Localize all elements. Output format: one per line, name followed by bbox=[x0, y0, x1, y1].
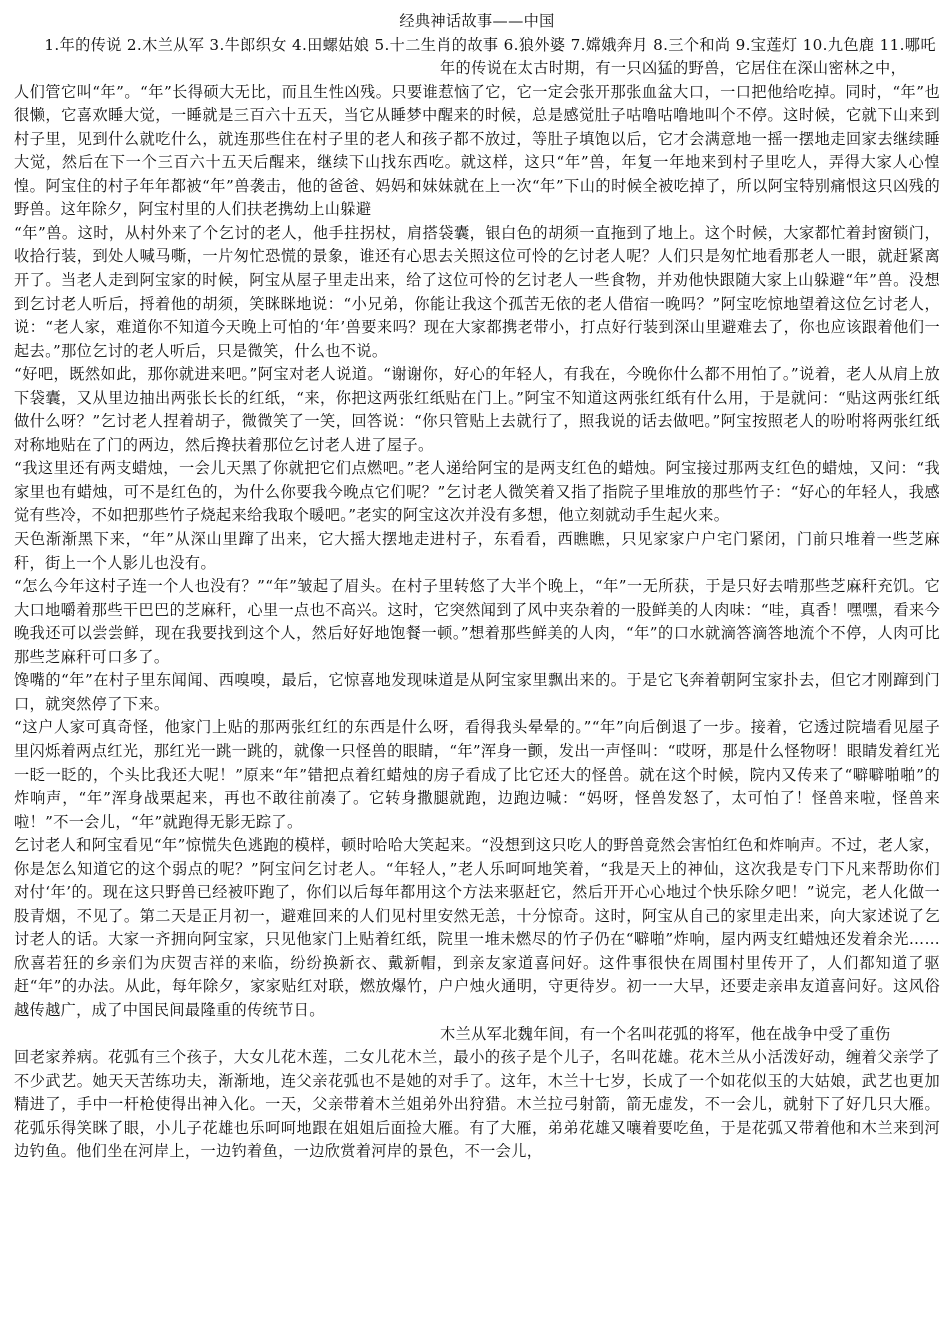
story-paragraph: 天色渐渐黑下来，“年”从深山里蹿了出来，它大摇大摆地走进村子，东看看，西瞧瞧，只见家家户户宅门紧闭，门前只堆着一些芝麻秆，街上一个人影儿也没有。 bbox=[14, 530, 940, 572]
story-opening-nian: 年的传说在太古时期，有一只凶猛的野兽，它居住在深山密林之中， bbox=[440, 59, 907, 78]
document-title: 经典神话故事——中国 bbox=[399, 12, 555, 30]
story-paragraph: “我这里还有两支蜡烛，一会儿天黑了你就把它们点燃吧。”老人递给阿宝的是两支红色的蜡烛。阿宝接过那两支红色的蜡烛，又问：“我家里也有蜡烛，可不是红色的，为什么你要我今晚点它们呢？”乞讨老人微笑着又指了指院子里堆放的那些竹子：“好心的年轻人，我感觉有些冷，不如把那些竹子烧起来给我取个暖吧。”老实的阿宝这次并没有多想，他立刻就动手生起火来。 bbox=[14, 459, 940, 525]
story-paragraph: “这户人家可真奇怪，他家门上贴的那两张红红的东西是什么呀，看得我头晕晕的。”“年”向后倒退了一步。接着，它透过院墙看见屋子里闪烁着两点红光，那红光一跳一跳的，就像一只怪兽的眼睛，“年”浑身一颤，发出一声怪叫：“哎呀，那是什么怪物呀！眼睛发着红光一眨一眨的，个头比我还大呢！”原来“年”错把点着红蜡烛的房子看成了比它还大的怪兽。就在这个时候，院内又传来了“噼噼啪啪”的炸响声，“年”浑身战栗起来，再也不敢往前凑了。它转身撒腿就跑，边跑边喊：“妈呀，怪兽发怒了，太可怕了！怪兽来啦，怪兽来啦！”不一会儿，“年”就跑得无影无踪了。 bbox=[14, 718, 940, 831]
story-paragraph: 馋嘴的“年”在村子里东闻闻、西嗅嗅，最后，它惊喜地发现味道是从阿宝家里飘出来的。于是它飞奔着朝阿宝家扑去，但它才刚蹿到门口，就突然停了下来。 bbox=[14, 671, 940, 713]
story-paragraph: “年”兽。这时，从村外来了个乞讨的老人，他手拄拐杖，肩搭袋囊，银白色的胡须一直拖到了地上。这个时候，大家都忙着封窗锁门，收拾行装，到处人喊马嘶，一片匆忙恐慌的景象，谁还有心思去关照这位可怜的乞讨老人呢？人们只是匆忙地看那老人一眼，就赶紧离开了。当老人走到阿宝家的时候，阿宝从屋子里走出来，给了这位可怜的乞讨老人一些食物，并劝他快跟随大家上山躲避“年”兽。没想到乞讨老人听后，捋着他的胡须，笑眯眯地说：“小兄弟，你能让我这个孤苦无依的老人借宿一晚吗？”阿宝吃惊地望着这位乞讨老人，说：“老人家，难道你不知道今天晚上可怕的‘年’兽要来吗？现在大家都携老带小，打点好行装到深山里避难去了，你也应该跟着他们一起去。”那位乞讨的老人听后，只是微笑，什么也不说。 bbox=[14, 223, 940, 360]
story-paragraph: 人们管它叫“年”。“年”长得硕大无比，而且生性凶残。只要谁惹恼了它，它一定会张开那张血盆大口，一口把他给吃掉。同时，“年”也很懒，它喜欢睡大觉，一睡就是三百六十五天，当它从睡梦中醒来的时候，总是感觉肚子咕噜咕噜地叫个不停。这时候，它就下山来到村子里，见到什么就吃什么，就连那些住在村子里的老人和孩子都不放过，等肚子填饱以后，它才会满意地一摇一摆地走回家去继续睡大觉，然后在下一个三百六十五天后醒来，继续下山找东西吃。就这样，这只“年”兽，年复一年地来到村子里吃人，弄得大家人心惶惶。阿宝住的村子年年都被“年”兽袭击，他的爸爸、妈妈和妹妹就在上一次“年”下山的时候全被吃掉了，所以阿宝特别痛恨这只凶残的野兽。这年除夕，阿宝村里的人们扶老携幼上山躲避 bbox=[14, 82, 940, 219]
story-paragraph: 乞讨老人和阿宝看见“年”惊慌失色逃跑的模样，顿时哈哈大笑起来。“没想到这只吃人的野兽竟然会害怕红色和炸响声。不过，老人家，你是怎么知道它的这个弱点的呢？”阿宝问乞讨老人。“年轻人，”老人乐呵呵地笑着，“我是天上的神仙，这次我是专门下凡来帮助你们对付‘年’的。现在这只野兽已经被吓跑了，你们以后每年都用这个方法来驱赶它，然后开开心心地过个快乐除夕吧！”说完，老人化做一股青烟，不见了。第二天是正月初一，避难回来的人们见村里安然无恙，十分惊奇。这时，阿宝从自己的家里走出来，向大家述说了乞讨老人的话。大家一齐拥向阿宝家，只见他家门上贴着红纸，院里一堆未燃尽的竹子仍在“噼啪”炸响，屋内两支红蜡烛还发着余光……欣喜若狂的乡亲们为庆贺吉祥的来临，纷纷换新衣、戴新帽，到亲友家道喜问好。这件事很快在周围村里传开了，人们都知道了驱赶“年”的办法。从此，每年除夕，家家贴红对联，燃放爆竹，户户烛火通明，守更待岁。初一一大早，还要走亲串友道喜问好。这风俗越传越广，成了中国民间最隆重的传统节日。 bbox=[14, 836, 940, 1019]
story-paragraph: 回老家养病。花弧有三个孩子，大女儿花木莲，二女儿花木兰，最小的孩子是个儿子，名叫花雄。花木兰从小活泼好动，缠着父亲学了不少武艺。她天天苦练功夫，渐渐地，连父亲花弧也不是她的对手了。这年，木兰十七岁，长成了一个如花似玉的大姑娘，武艺也更加精进了，手中一杆枪使得出神入化。一天，父亲带着木兰姐弟外出狩猎。木兰拉弓射箭，箭无虚发，不一会儿，就射下了好几只大雁。花弧乐得笑眯了眼，小儿子花雄也乐呵呵地跟在姐姐后面捡大雁。有了大雁，弟弟花雄又嚷着要吃鱼，于是花弧又带着他和木兰来到河边钓鱼。他们坐在河岸上，一边钓着鱼，一边欣赏着河岸的景色，不一会儿， bbox=[14, 1048, 940, 1161]
story-opening-mulan: 木兰从军北魏年间，有一个名叫花弧的将军，他在战争中受了重伤 bbox=[440, 1024, 891, 1043]
story-paragraph: “怎么今年这村子连一个人也没有？”“年”皱起了眉头。在村子里转悠了大半个晚上，“年”一无所获，于是只好去啃那些芝麻秆充饥。它大口地嚼着那些干巴巴的芝麻秆，心里一点也不高兴。这时，它突然闻到了风中夹杂着的一股鲜美的人肉味：“哇，真香！嘿嘿，看来今晚我还可以尝尝鲜，现在我要找到这个人，然后好好地饱餐一顿。”想着那些鲜美的人肉，“年”的口水就滴答滴答地流个不停，人肉可比那些芝麻秆可口多了。 bbox=[14, 577, 940, 666]
story-paragraph: “好吧，既然如此，那你就进来吧。”阿宝对老人说道。“谢谢你，好心的年轻人，有我在，今晚你什么都不用怕了。”说着，老人从肩上放下袋囊，又从里边抽出两张长长的红纸，“来，你把这两张红纸贴在门上。”阿宝不知道这两张红纸有什么用，于是就问：“贴这两张红纸做什么呀？”乞讨老人捏着胡子，微微笑了一笑，回答说：“你只管贴上去就行了，照我说的话去做吧。”阿宝按照老人的吩咐将两张红纸对称地贴在了门的两边，然后搀扶着那位乞讨老人进了屋子。 bbox=[14, 365, 940, 454]
table-of-contents: 1.年的传说 2.木兰从军 3.牛郎织女 4.田螺姑娘 5.十二生肖的故事 6.狼外婆 7.嫦娥奔月 8.三个和尚 9.宝莲灯 10.九色鹿 11.哪吒 bbox=[44, 35, 936, 54]
